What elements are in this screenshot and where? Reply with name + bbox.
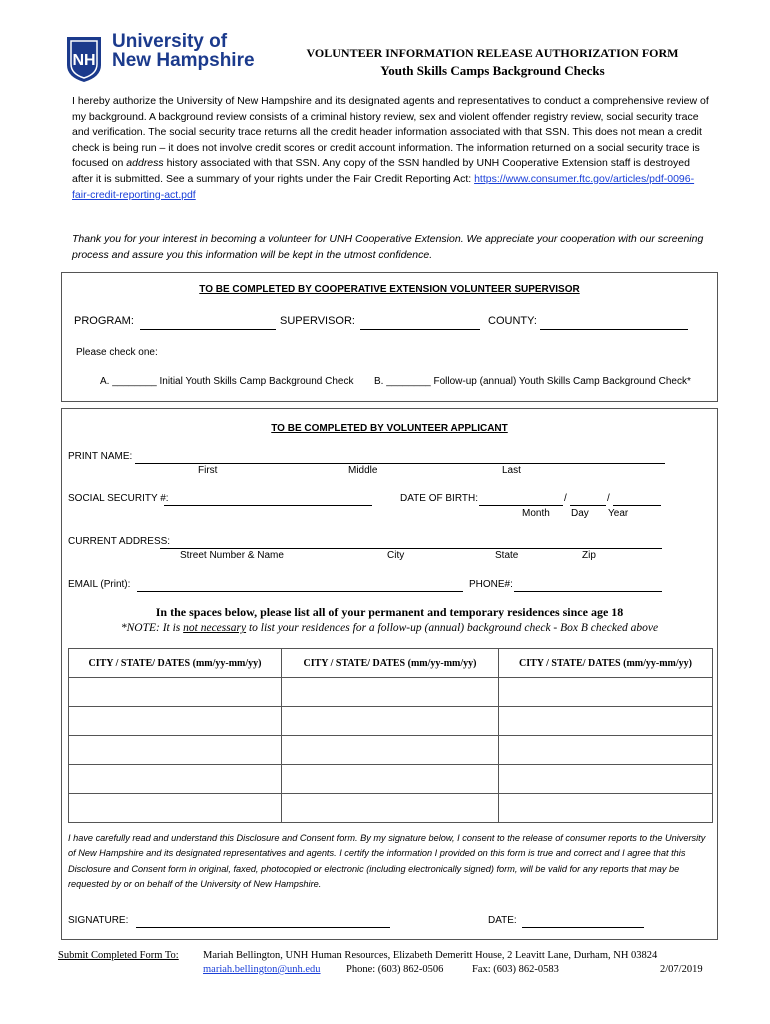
middle-name-caption: Middle [348,465,378,476]
table-row [69,678,713,707]
residence-cell[interactable] [69,707,282,736]
table-row [69,707,713,736]
last-name-caption: Last [502,465,521,476]
fcra-link[interactable]: https://www.consumer.ftc.gov/articles/pdf-0096-fair-credit-reporting-act.pdf [72,172,695,201]
phone-label: PHONE#: [469,579,513,590]
program-field[interactable] [140,329,276,330]
residence-cell[interactable] [282,678,499,707]
print-name-field[interactable] [135,463,665,464]
county-field[interactable] [540,329,688,330]
date-field[interactable] [522,927,644,928]
print-name-label: PRINT NAME: [68,451,133,462]
form-title: VOLUNTEER INFORMATION RELEASE AUTHORIZATION FORM [306,46,679,60]
table-row [69,765,713,794]
unh-shield-icon [65,35,103,83]
table-row [69,794,713,823]
residence-cell[interactable] [499,794,713,823]
month-caption: Month [522,508,550,519]
signature-field[interactable] [136,927,390,928]
submit-email-link[interactable]: mariah.bellington@unh.edu [203,964,321,975]
option-b-followup-check[interactable]: B. ________ Follow-up (annual) Youth Skills Camp Background Check* [374,376,691,387]
logo-line-1: University of [112,31,228,52]
logo-line-2: New Hampshire [112,50,255,71]
residence-cell[interactable] [499,707,713,736]
residence-cell[interactable] [282,765,499,794]
residence-cell[interactable] [282,794,499,823]
authorization-paragraph: I hereby authorize the University of New Hampshire and its designated agents and representatives to conduct a comprehensive review of my background. A background review consists of a criminal history review, sex and violent offender registry review, social security trace and verification. The social security trace returns all the credit header information associated with that SSN. This does not mean a credit check is being run – it does not involve credit scores or credit account information. The information returned on a social security trace is focused on address history associated with that SSN. Any copy of the SSN handled by UNH Cooperative Extension staff is destroyed after it is submitted. See a summary of your rights under the Fair Credit Reporting Act: https://www.consumer.ftc.gov/articles/pdf-0096-fair-credit-reporting-act.pdf [72,95,709,201]
consent-paragraph: I have carefully read and understand this Disclosure and Consent form. By my signature below, I consent to the release of consumer reports to the University of New Hampshire and its designated representatives and agents. I certify the information I provided on this form is true and correct and I agree that this Disclosure and Consent form in original, faxed, photocopied or electronic (including electronically signed) form, will be valid for any reports that may be requested by or on behalf of the University of New Hampshire. [68,833,706,889]
email-label: EMAIL (Print): [68,579,131,590]
city-caption: City [387,550,405,561]
ssn-label: SOCIAL SECURITY #: [68,493,169,504]
table-header-row [69,649,713,678]
applicant-heading: TO BE COMPLETED BY VOLUNTEER APPLICANT [271,423,508,434]
column-header: CITY / STATE/ DATES (mm/yy-mm/yy) [69,649,282,678]
residence-cell[interactable] [69,736,282,765]
residence-cell[interactable] [499,765,713,794]
table-row [69,736,713,765]
submit-fax: Fax: (603) 862-0583 [472,964,559,975]
submit-address: Mariah Bellington, UNH Human Resources, Elizabeth Demeritt House, 2 Leavitt Lane, Durham, NH 03824 [203,950,658,961]
submit-phone: Phone: (603) 862-0506 [346,964,444,975]
svg-text:NH: NH [72,52,96,69]
supervisor-label: SUPERVISOR: [280,315,355,327]
day-caption: Day [571,508,589,519]
dob-day-field[interactable] [570,505,606,506]
option-a-initial-check[interactable]: A. ________ Initial Youth Skills Camp Background Check [100,376,354,387]
address-field[interactable] [160,548,662,549]
column-header: CITY / STATE/ DATES (mm/yy-mm/yy) [499,649,713,678]
signature-label: SIGNATURE: [68,915,129,926]
program-label: PROGRAM: [74,315,134,327]
supervisor-section [61,272,718,402]
residence-cell[interactable] [69,765,282,794]
ssn-field[interactable] [164,505,372,506]
phone-field[interactable] [514,591,662,592]
residences-heading: In the spaces below, please list all of your permanent and temporary residences since age 18 [155,605,624,619]
residence-cell[interactable] [282,707,499,736]
residence-cell[interactable] [499,678,713,707]
street-caption: Street Number & Name [180,550,284,561]
dob-year-field[interactable] [613,505,661,506]
check-prompt: Please check one: [76,347,158,358]
residence-cell[interactable] [69,794,282,823]
address-label: CURRENT ADDRESS: [68,536,171,547]
county-label: COUNTY: [488,315,537,327]
residence-cell[interactable] [282,736,499,765]
form-date: 2/07/2019 [660,964,703,975]
thank-you-paragraph: Thank you for your interest in becoming a volunteer for UNH Cooperative Extension. We appreciate your cooperation with our screening process and assure you this information will be kept in the utmost confidence. [72,233,704,261]
supervisor-field[interactable] [360,329,480,330]
applicant-section: TO BE COMPLETED BY VOLUNTEER APPLICANT PRINT NAME: First Middle Last SOCIAL SECURITY #: DATE OF BIRTH: / / Month Day Year CURRENT ADDRESS: Street Number & Name City State Zip EMAIL (Print): PHONE#: In the spaces below, please list all of your permanent and temporary residences since age 18 *NOTE: It is not necessary to list your residences for a follow-up (annual) background check - Box B checked above I have carefully read and understand this Disclosure and Consent form. By my signature below, I consent to the release of consumer reports to the University of New Hampshire and its designated representatives and agents. I certify the information I provided on this form is true and correct and I agree that this Disclosure and Consent form in original, faxed, photocopied or electronic (including electronically signed) form, will be valid for any reports that may be requested by or on behalf of the University of New Hampshire. SIGNATURE: DATE: [61,408,718,940]
zip-caption: Zip [582,550,596,561]
supervisor-heading: TO BE COMPLETED BY COOPERATIVE EXTENSION VOLUNTEER SUPERVISOR [199,284,580,295]
first-name-caption: First [198,465,218,476]
state-caption: State [495,550,519,561]
email-field[interactable] [137,591,463,592]
dob-month-field[interactable] [479,505,563,506]
dob-label: DATE OF BIRTH: [400,493,478,504]
column-header: CITY / STATE/ DATES (mm/yy-mm/yy) [282,649,499,678]
submit-label: Submit Completed Form To: [58,950,179,961]
residences-table [68,648,713,823]
residence-cell[interactable] [69,678,282,707]
residences-note: *NOTE: It is not necessary to list your residences for a follow-up (annual) background check - Box B checked above [120,622,659,634]
form-subtitle: Youth Skills Camps Background Checks [380,63,605,78]
date-label: DATE: [488,915,517,926]
residence-cell[interactable] [499,736,713,765]
year-caption: Year [608,508,629,519]
